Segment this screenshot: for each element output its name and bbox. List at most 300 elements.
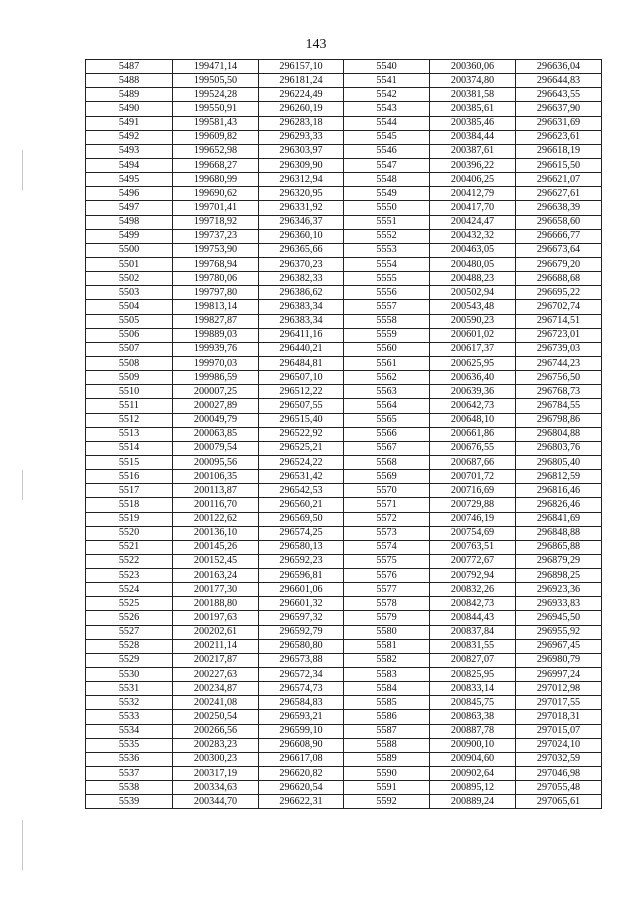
point-number-right-cell: 5553 xyxy=(344,243,430,257)
point-number-left-cell: 5487 xyxy=(86,60,173,74)
x-coordinate-left-cell: 200113,87 xyxy=(173,484,259,498)
x-coordinate-right-cell: 200463,05 xyxy=(430,243,516,257)
table-row xyxy=(86,371,602,385)
point-number-left-cell: 5493 xyxy=(86,144,173,158)
x-coordinate-left-cell: 199581,43 xyxy=(173,116,259,130)
y-coordinate-right-cell: 296848,88 xyxy=(516,526,602,540)
y-coordinate-right-cell: 296688,68 xyxy=(516,272,602,286)
y-coordinate-right-cell: 296826,46 xyxy=(516,498,602,512)
y-coordinate-right-cell: 296804,88 xyxy=(516,427,602,441)
point-number-right-cell: 5579 xyxy=(344,611,430,625)
point-number-right-cell: 5568 xyxy=(344,455,430,469)
point-number-right-cell: 5567 xyxy=(344,441,430,455)
point-number-left-cell: 5502 xyxy=(86,272,173,286)
y-coordinate-left-cell: 296620,54 xyxy=(259,781,344,795)
y-coordinate-right-cell: 296673,64 xyxy=(516,243,602,257)
table-row xyxy=(86,710,602,724)
table-row xyxy=(86,427,602,441)
y-coordinate-left-cell: 296515,40 xyxy=(259,413,344,427)
y-coordinate-left-cell: 296592,79 xyxy=(259,625,344,639)
x-coordinate-left-cell: 200317,19 xyxy=(173,767,259,781)
y-coordinate-right-cell: 296636,04 xyxy=(516,60,602,74)
y-coordinate-right-cell: 296756,50 xyxy=(516,371,602,385)
x-coordinate-left-cell: 199797,80 xyxy=(173,286,259,300)
y-coordinate-right-cell: 297024,10 xyxy=(516,738,602,752)
point-number-right-cell: 5587 xyxy=(344,724,430,738)
x-coordinate-left-cell: 200227,63 xyxy=(173,668,259,682)
y-coordinate-left-cell: 296440,21 xyxy=(259,342,344,356)
table-row xyxy=(86,569,602,583)
point-number-right-cell: 5557 xyxy=(344,300,430,314)
point-number-right-cell: 5578 xyxy=(344,597,430,611)
point-number-right-cell: 5564 xyxy=(344,399,430,413)
x-coordinate-right-cell: 200746,19 xyxy=(430,512,516,526)
point-number-left-cell: 5514 xyxy=(86,441,173,455)
y-coordinate-left-cell: 296573,88 xyxy=(259,653,344,667)
x-coordinate-right-cell: 200406,25 xyxy=(430,173,516,187)
x-coordinate-right-cell: 200687,66 xyxy=(430,455,516,469)
y-coordinate-right-cell: 296945,50 xyxy=(516,611,602,625)
y-coordinate-right-cell: 296967,45 xyxy=(516,639,602,653)
y-coordinate-right-cell: 296739,03 xyxy=(516,342,602,356)
table-row xyxy=(86,130,602,144)
x-coordinate-right-cell: 200902,64 xyxy=(430,767,516,781)
point-number-right-cell: 5560 xyxy=(344,342,430,356)
point-number-right-cell: 5582 xyxy=(344,653,430,667)
point-number-left-cell: 5500 xyxy=(86,243,173,257)
point-number-right-cell: 5563 xyxy=(344,385,430,399)
y-coordinate-right-cell: 296695,22 xyxy=(516,286,602,300)
x-coordinate-right-cell: 200387,61 xyxy=(430,144,516,158)
point-number-left-cell: 5527 xyxy=(86,625,173,639)
point-number-left-cell: 5511 xyxy=(86,399,173,413)
y-coordinate-left-cell: 296386,62 xyxy=(259,286,344,300)
x-coordinate-right-cell: 200590,23 xyxy=(430,314,516,328)
table-row xyxy=(86,767,602,781)
point-number-right-cell: 5573 xyxy=(344,526,430,540)
point-number-right-cell: 5584 xyxy=(344,682,430,696)
x-coordinate-right-cell: 200385,61 xyxy=(430,102,516,116)
table-row xyxy=(86,526,602,540)
y-coordinate-left-cell: 296370,23 xyxy=(259,257,344,271)
x-coordinate-right-cell: 200763,51 xyxy=(430,540,516,554)
x-coordinate-left-cell: 199737,23 xyxy=(173,229,259,243)
x-coordinate-right-cell: 200889,24 xyxy=(430,795,516,809)
y-coordinate-left-cell: 296320,95 xyxy=(259,187,344,201)
x-coordinate-right-cell: 200842,73 xyxy=(430,597,516,611)
point-number-left-cell: 5497 xyxy=(86,201,173,215)
table-row xyxy=(86,342,602,356)
y-coordinate-right-cell: 296812,59 xyxy=(516,470,602,484)
x-coordinate-right-cell: 200792,94 xyxy=(430,569,516,583)
y-coordinate-right-cell: 296768,73 xyxy=(516,385,602,399)
point-number-right-cell: 5552 xyxy=(344,229,430,243)
table-row xyxy=(86,88,602,102)
x-coordinate-left-cell: 200027,89 xyxy=(173,399,259,413)
table-row xyxy=(86,682,602,696)
x-coordinate-right-cell: 200617,37 xyxy=(430,342,516,356)
x-coordinate-right-cell: 200642,73 xyxy=(430,399,516,413)
point-number-left-cell: 5528 xyxy=(86,639,173,653)
y-coordinate-left-cell: 296580,80 xyxy=(259,639,344,653)
y-coordinate-right-cell: 296980,79 xyxy=(516,653,602,667)
table-row xyxy=(86,540,602,554)
table-row xyxy=(86,314,602,328)
point-number-left-cell: 5510 xyxy=(86,385,173,399)
table-row xyxy=(86,328,602,342)
x-coordinate-left-cell: 200122,62 xyxy=(173,512,259,526)
y-coordinate-right-cell: 296621,07 xyxy=(516,173,602,187)
y-coordinate-left-cell: 296346,37 xyxy=(259,215,344,229)
point-number-left-cell: 5488 xyxy=(86,74,173,88)
point-number-right-cell: 5549 xyxy=(344,187,430,201)
y-coordinate-left-cell: 296383,34 xyxy=(259,300,344,314)
point-number-left-cell: 5490 xyxy=(86,102,173,116)
point-number-left-cell: 5526 xyxy=(86,611,173,625)
x-coordinate-left-cell: 199970,03 xyxy=(173,356,259,370)
x-coordinate-right-cell: 200904,60 xyxy=(430,752,516,766)
table-row xyxy=(86,173,602,187)
x-coordinate-left-cell: 199668,27 xyxy=(173,158,259,172)
table-row xyxy=(86,455,602,469)
y-coordinate-right-cell: 296644,83 xyxy=(516,74,602,88)
y-coordinate-right-cell: 296744,23 xyxy=(516,356,602,370)
y-coordinate-left-cell: 296622,31 xyxy=(259,795,344,809)
point-number-left-cell: 5538 xyxy=(86,781,173,795)
point-number-right-cell: 5581 xyxy=(344,639,430,653)
table-row xyxy=(86,201,602,215)
y-coordinate-right-cell: 296997,24 xyxy=(516,668,602,682)
table-row xyxy=(86,653,602,667)
point-number-left-cell: 5530 xyxy=(86,668,173,682)
table-row xyxy=(86,257,602,271)
x-coordinate-left-cell: 200266,56 xyxy=(173,724,259,738)
y-coordinate-right-cell: 296627,61 xyxy=(516,187,602,201)
point-number-left-cell: 5503 xyxy=(86,286,173,300)
table-row xyxy=(86,286,602,300)
point-number-right-cell: 5570 xyxy=(344,484,430,498)
table-row xyxy=(86,738,602,752)
y-coordinate-right-cell: 296841,69 xyxy=(516,512,602,526)
x-coordinate-left-cell: 200177,30 xyxy=(173,583,259,597)
table-row xyxy=(86,144,602,158)
x-coordinate-left-cell: 199701,41 xyxy=(173,201,259,215)
y-coordinate-left-cell: 296224,49 xyxy=(259,88,344,102)
point-number-left-cell: 5525 xyxy=(86,597,173,611)
point-number-left-cell: 5536 xyxy=(86,752,173,766)
y-coordinate-right-cell: 297055,48 xyxy=(516,781,602,795)
x-coordinate-right-cell: 200701,72 xyxy=(430,470,516,484)
y-coordinate-right-cell: 296615,50 xyxy=(516,158,602,172)
point-number-left-cell: 5495 xyxy=(86,173,173,187)
y-coordinate-right-cell: 296723,01 xyxy=(516,328,602,342)
y-coordinate-right-cell: 296933,83 xyxy=(516,597,602,611)
point-number-right-cell: 5548 xyxy=(344,173,430,187)
y-coordinate-left-cell: 296157,10 xyxy=(259,60,344,74)
point-number-right-cell: 5546 xyxy=(344,144,430,158)
point-number-left-cell: 5521 xyxy=(86,540,173,554)
y-coordinate-left-cell: 296572,34 xyxy=(259,668,344,682)
point-number-right-cell: 5551 xyxy=(344,215,430,229)
point-number-left-cell: 5524 xyxy=(86,583,173,597)
x-coordinate-left-cell: 199718,92 xyxy=(173,215,259,229)
x-coordinate-left-cell: 200163,24 xyxy=(173,569,259,583)
x-coordinate-right-cell: 200754,69 xyxy=(430,526,516,540)
x-coordinate-left-cell: 200334,63 xyxy=(173,781,259,795)
point-number-right-cell: 5572 xyxy=(344,512,430,526)
x-coordinate-left-cell: 200241,08 xyxy=(173,696,259,710)
table-row xyxy=(86,498,602,512)
point-number-right-cell: 5589 xyxy=(344,752,430,766)
y-coordinate-left-cell: 296522,92 xyxy=(259,427,344,441)
x-coordinate-right-cell: 200837,84 xyxy=(430,625,516,639)
x-coordinate-right-cell: 200639,36 xyxy=(430,385,516,399)
y-coordinate-left-cell: 296411,16 xyxy=(259,328,344,342)
y-coordinate-right-cell: 296955,92 xyxy=(516,625,602,639)
x-coordinate-right-cell: 200648,10 xyxy=(430,413,516,427)
x-coordinate-right-cell: 200488,23 xyxy=(430,272,516,286)
point-number-left-cell: 5504 xyxy=(86,300,173,314)
y-coordinate-right-cell: 296865,88 xyxy=(516,540,602,554)
point-number-right-cell: 5566 xyxy=(344,427,430,441)
point-number-right-cell: 5586 xyxy=(344,710,430,724)
x-coordinate-right-cell: 200845,75 xyxy=(430,696,516,710)
y-coordinate-right-cell: 296816,46 xyxy=(516,484,602,498)
y-coordinate-left-cell: 296365,66 xyxy=(259,243,344,257)
x-coordinate-right-cell: 200661,86 xyxy=(430,427,516,441)
point-number-right-cell: 5547 xyxy=(344,158,430,172)
table-row xyxy=(86,668,602,682)
x-coordinate-right-cell: 200385,46 xyxy=(430,116,516,130)
y-coordinate-left-cell: 296312,94 xyxy=(259,173,344,187)
y-coordinate-left-cell: 296592,23 xyxy=(259,554,344,568)
y-coordinate-right-cell: 296702,74 xyxy=(516,300,602,314)
point-number-right-cell: 5558 xyxy=(344,314,430,328)
y-coordinate-right-cell: 296638,39 xyxy=(516,201,602,215)
point-number-left-cell: 5507 xyxy=(86,342,173,356)
table-row xyxy=(86,215,602,229)
x-coordinate-left-cell: 200145,26 xyxy=(173,540,259,554)
point-number-right-cell: 5580 xyxy=(344,625,430,639)
point-number-right-cell: 5565 xyxy=(344,413,430,427)
point-number-left-cell: 5492 xyxy=(86,130,173,144)
x-coordinate-right-cell: 200900,10 xyxy=(430,738,516,752)
scan-margin-mark-middle xyxy=(22,470,23,500)
y-coordinate-left-cell: 296525,21 xyxy=(259,441,344,455)
x-coordinate-right-cell: 200502,94 xyxy=(430,286,516,300)
point-number-left-cell: 5535 xyxy=(86,738,173,752)
y-coordinate-left-cell: 296507,55 xyxy=(259,399,344,413)
x-coordinate-left-cell: 200152,45 xyxy=(173,554,259,568)
table-row xyxy=(86,385,602,399)
x-coordinate-right-cell: 200844,43 xyxy=(430,611,516,625)
table-row xyxy=(86,724,602,738)
x-coordinate-left-cell: 200063,85 xyxy=(173,427,259,441)
x-coordinate-left-cell: 200106,35 xyxy=(173,470,259,484)
point-number-left-cell: 5519 xyxy=(86,512,173,526)
table-row xyxy=(86,187,602,201)
point-number-right-cell: 5556 xyxy=(344,286,430,300)
x-coordinate-left-cell: 199780,06 xyxy=(173,272,259,286)
x-coordinate-right-cell: 200895,12 xyxy=(430,781,516,795)
point-number-right-cell: 5592 xyxy=(344,795,430,809)
point-number-left-cell: 5523 xyxy=(86,569,173,583)
table-row xyxy=(86,399,602,413)
y-coordinate-right-cell: 297017,55 xyxy=(516,696,602,710)
y-coordinate-left-cell: 296283,18 xyxy=(259,116,344,130)
table-row xyxy=(86,441,602,455)
x-coordinate-right-cell: 200831,55 xyxy=(430,639,516,653)
x-coordinate-left-cell: 200197,63 xyxy=(173,611,259,625)
y-coordinate-left-cell: 296331,92 xyxy=(259,201,344,215)
x-coordinate-left-cell: 200217,87 xyxy=(173,653,259,667)
point-number-right-cell: 5550 xyxy=(344,201,430,215)
table-row xyxy=(86,74,602,88)
y-coordinate-left-cell: 296608,90 xyxy=(259,738,344,752)
x-coordinate-right-cell: 200729,88 xyxy=(430,498,516,512)
table-row xyxy=(86,60,602,74)
point-number-right-cell: 5559 xyxy=(344,328,430,342)
y-coordinate-left-cell: 296507,10 xyxy=(259,371,344,385)
y-coordinate-left-cell: 296620,82 xyxy=(259,767,344,781)
scan-margin-mark-top xyxy=(22,150,23,190)
x-coordinate-right-cell: 200863,38 xyxy=(430,710,516,724)
x-coordinate-left-cell: 200116,70 xyxy=(173,498,259,512)
table-row xyxy=(86,625,602,639)
y-coordinate-right-cell: 296679,20 xyxy=(516,257,602,271)
point-number-left-cell: 5537 xyxy=(86,767,173,781)
x-coordinate-left-cell: 200211,14 xyxy=(173,639,259,653)
x-coordinate-right-cell: 200601,02 xyxy=(430,328,516,342)
point-number-right-cell: 5544 xyxy=(344,116,430,130)
x-coordinate-right-cell: 200432,32 xyxy=(430,229,516,243)
table-row xyxy=(86,639,602,653)
y-coordinate-left-cell: 296531,42 xyxy=(259,470,344,484)
point-number-left-cell: 5501 xyxy=(86,257,173,271)
point-number-left-cell: 5529 xyxy=(86,653,173,667)
x-coordinate-left-cell: 200202,61 xyxy=(173,625,259,639)
y-coordinate-right-cell: 296623,61 xyxy=(516,130,602,144)
point-number-left-cell: 5508 xyxy=(86,356,173,370)
y-coordinate-right-cell: 296803,76 xyxy=(516,441,602,455)
point-number-left-cell: 5498 xyxy=(86,215,173,229)
point-number-right-cell: 5541 xyxy=(344,74,430,88)
point-number-left-cell: 5512 xyxy=(86,413,173,427)
point-number-right-cell: 5569 xyxy=(344,470,430,484)
y-coordinate-left-cell: 296382,33 xyxy=(259,272,344,286)
point-number-left-cell: 5494 xyxy=(86,158,173,172)
x-coordinate-right-cell: 200833,14 xyxy=(430,682,516,696)
x-coordinate-left-cell: 199986,59 xyxy=(173,371,259,385)
x-coordinate-right-cell: 200625,95 xyxy=(430,356,516,370)
y-coordinate-right-cell: 296898,25 xyxy=(516,569,602,583)
x-coordinate-left-cell: 200344,70 xyxy=(173,795,259,809)
x-coordinate-right-cell: 200412,79 xyxy=(430,187,516,201)
y-coordinate-right-cell: 296637,90 xyxy=(516,102,602,116)
x-coordinate-left-cell: 200095,56 xyxy=(173,455,259,469)
y-coordinate-right-cell: 296658,60 xyxy=(516,215,602,229)
x-coordinate-right-cell: 200424,47 xyxy=(430,215,516,229)
table-row xyxy=(86,795,602,809)
y-coordinate-left-cell: 296584,83 xyxy=(259,696,344,710)
x-coordinate-right-cell: 200772,67 xyxy=(430,554,516,568)
x-coordinate-left-cell: 200234,87 xyxy=(173,682,259,696)
x-coordinate-left-cell: 200300,23 xyxy=(173,752,259,766)
point-number-left-cell: 5509 xyxy=(86,371,173,385)
x-coordinate-right-cell: 200417,70 xyxy=(430,201,516,215)
x-coordinate-left-cell: 199680,99 xyxy=(173,173,259,187)
x-coordinate-right-cell: 200887,78 xyxy=(430,724,516,738)
point-number-left-cell: 5515 xyxy=(86,455,173,469)
table-row xyxy=(86,272,602,286)
point-number-right-cell: 5562 xyxy=(344,371,430,385)
x-coordinate-left-cell: 199609,82 xyxy=(173,130,259,144)
point-number-right-cell: 5543 xyxy=(344,102,430,116)
y-coordinate-left-cell: 296560,21 xyxy=(259,498,344,512)
x-coordinate-right-cell: 200381,58 xyxy=(430,88,516,102)
point-number-right-cell: 5545 xyxy=(344,130,430,144)
y-coordinate-right-cell: 296784,55 xyxy=(516,399,602,413)
table-row xyxy=(86,781,602,795)
point-number-left-cell: 5522 xyxy=(86,554,173,568)
table-row xyxy=(86,752,602,766)
y-coordinate-left-cell: 296181,24 xyxy=(259,74,344,88)
table-row xyxy=(86,611,602,625)
point-number-left-cell: 5516 xyxy=(86,470,173,484)
point-number-left-cell: 5533 xyxy=(86,710,173,724)
x-coordinate-left-cell: 199471,14 xyxy=(173,60,259,74)
point-number-left-cell: 5506 xyxy=(86,328,173,342)
x-coordinate-right-cell: 200543,48 xyxy=(430,300,516,314)
point-number-right-cell: 5583 xyxy=(344,668,430,682)
y-coordinate-right-cell: 296805,40 xyxy=(516,455,602,469)
x-coordinate-left-cell: 199652,98 xyxy=(173,144,259,158)
table-row xyxy=(86,597,602,611)
y-coordinate-right-cell: 297015,07 xyxy=(516,724,602,738)
point-number-right-cell: 5554 xyxy=(344,257,430,271)
x-coordinate-left-cell: 199939,76 xyxy=(173,342,259,356)
x-coordinate-left-cell: 199550,91 xyxy=(173,102,259,116)
x-coordinate-left-cell: 199505,50 xyxy=(173,74,259,88)
point-number-right-cell: 5591 xyxy=(344,781,430,795)
x-coordinate-right-cell: 200825,95 xyxy=(430,668,516,682)
table-row xyxy=(86,243,602,257)
x-coordinate-left-cell: 199690,62 xyxy=(173,187,259,201)
point-number-left-cell: 5517 xyxy=(86,484,173,498)
x-coordinate-left-cell: 200136,10 xyxy=(173,526,259,540)
x-coordinate-left-cell: 200250,54 xyxy=(173,710,259,724)
x-coordinate-right-cell: 200396,22 xyxy=(430,158,516,172)
y-coordinate-right-cell: 297018,31 xyxy=(516,710,602,724)
y-coordinate-left-cell: 296596,81 xyxy=(259,569,344,583)
point-number-left-cell: 5496 xyxy=(86,187,173,201)
point-number-left-cell: 5532 xyxy=(86,696,173,710)
x-coordinate-left-cell: 199889,03 xyxy=(173,328,259,342)
point-number-right-cell: 5585 xyxy=(344,696,430,710)
table-row xyxy=(86,696,602,710)
x-coordinate-left-cell: 199813,14 xyxy=(173,300,259,314)
y-coordinate-left-cell: 296569,50 xyxy=(259,512,344,526)
y-coordinate-left-cell: 296597,32 xyxy=(259,611,344,625)
y-coordinate-left-cell: 296309,90 xyxy=(259,158,344,172)
y-coordinate-right-cell: 296631,69 xyxy=(516,116,602,130)
point-number-left-cell: 5489 xyxy=(86,88,173,102)
x-coordinate-left-cell: 200007,25 xyxy=(173,385,259,399)
table-row xyxy=(86,484,602,498)
table-row xyxy=(86,300,602,314)
x-coordinate-right-cell: 200676,55 xyxy=(430,441,516,455)
point-number-right-cell: 5590 xyxy=(344,767,430,781)
